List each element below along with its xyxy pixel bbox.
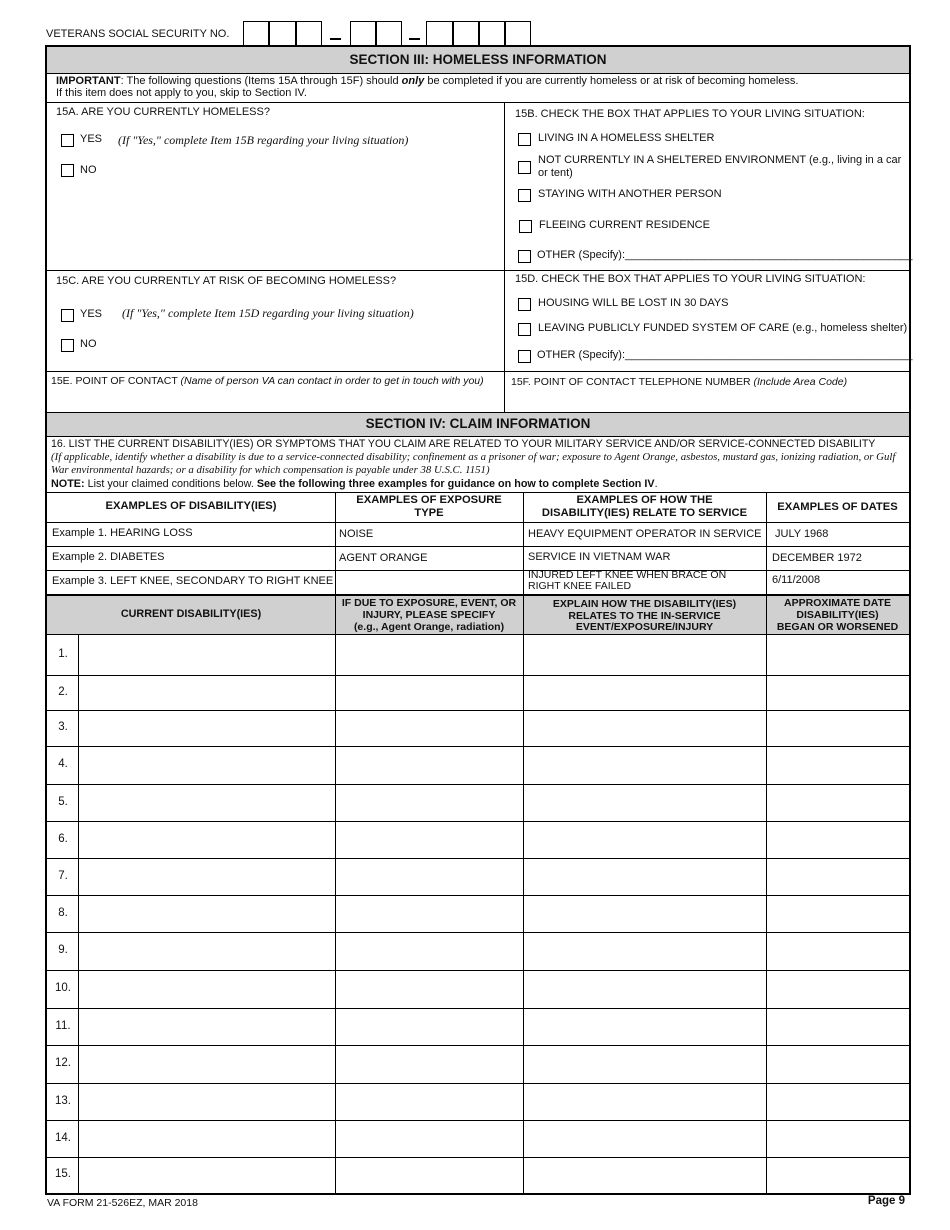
q15c-no-checkbox[interactable] — [61, 339, 74, 352]
ssn-dash — [409, 38, 420, 40]
claim-date-input[interactable] — [767, 1046, 909, 1083]
claim-exposure-input[interactable] — [336, 1046, 523, 1083]
claim-date-input[interactable] — [767, 896, 909, 932]
q15f-label: 15F. POINT OF CONTACT TELEPHONE NUMBER (Include Area Code) — [511, 376, 848, 388]
q15c-label: 15C. ARE YOU CURRENTLY AT RISK OF BECOMING HOMELESS? — [56, 275, 397, 287]
q15f-input[interactable] — [505, 390, 909, 412]
claim-relation-input[interactable] — [524, 1121, 766, 1157]
claim-exposure-input[interactable] — [336, 933, 523, 970]
claim-exposure-input[interactable] — [336, 635, 523, 675]
q15a-no-label: NO — [80, 164, 97, 176]
example-1-relation: HEAVY EQUIPMENT OPERATOR IN SERVICE — [528, 528, 762, 540]
q15b-opt3-checkbox[interactable] — [518, 189, 531, 202]
claim-date-input[interactable] — [767, 1009, 909, 1045]
claim-disability-input[interactable] — [79, 933, 335, 970]
examples-header-disability: EXAMPLES OF DISABILITY(IES) — [105, 500, 277, 512]
claim-exposure-input[interactable] — [336, 822, 523, 858]
claim-row-number: 3. — [58, 721, 68, 733]
claim-relation-input[interactable] — [524, 711, 766, 746]
claim-date-input[interactable] — [767, 747, 909, 784]
claim-disability-input[interactable] — [79, 635, 335, 675]
claim-exposure-input[interactable] — [336, 1121, 523, 1157]
claim-disability-input[interactable] — [79, 785, 335, 821]
claim-disability-input[interactable] — [79, 1121, 335, 1157]
claim-exposure-input[interactable] — [336, 896, 523, 932]
ssn-digit-box[interactable] — [350, 21, 376, 46]
q15a-label: 15A. ARE YOU CURRENTLY HOMELESS? — [56, 106, 270, 118]
claim-date-input[interactable] — [767, 1121, 909, 1157]
q15b-opt3-label: STAYING WITH ANOTHER PERSON — [538, 188, 722, 200]
claim-disability-input[interactable] — [79, 971, 335, 1008]
item16-label: 16. LIST THE CURRENT DISABILITY(IES) OR SYMPTOMS THAT YOU CLAIM ARE RELATED TO YOUR MILITARY SERVICE AND/OR SERVICE-CONNECTED DISABILITY — [51, 438, 876, 450]
q15b-opt4-label: FLEEING CURRENT RESIDENCE — [539, 219, 710, 231]
claim-row-number: 6. — [58, 832, 68, 845]
claim-exposure-input[interactable] — [336, 747, 523, 784]
q15d-opt3-checkbox[interactable] — [518, 350, 531, 363]
important-label: IMPORTANT — [56, 75, 121, 87]
ssn-dash — [330, 38, 341, 40]
important-line-2: If this item does not apply to you, skip to Section IV. — [56, 87, 307, 99]
q15c-yes-note: (If "Yes," complete Item 15D regarding your living situation) — [122, 306, 414, 320]
claim-relation-input[interactable] — [524, 1046, 766, 1083]
page-number: Page 9 — [867, 1195, 905, 1207]
example-3-relation: INJURED LEFT KNEE WHEN BRACE ON RIGHT KNEE FAILED — [528, 569, 727, 592]
claim-row-number: 4. — [58, 758, 68, 770]
claim-relation-input[interactable] — [524, 676, 766, 710]
ssn-digit-box[interactable] — [243, 21, 269, 46]
claim-date-input[interactable] — [767, 933, 909, 970]
claim-disability-input[interactable] — [79, 676, 335, 710]
claim-row-number: 10. — [55, 982, 71, 994]
claim-exposure-input[interactable] — [336, 859, 523, 895]
claim-date-input[interactable] — [767, 635, 909, 675]
example-2-disability: Example 2. DIABETES — [52, 551, 165, 563]
claim-header-date: APPROXIMATE DATE DISABILITY(IES) BEGAN OR WORSENED — [776, 597, 899, 633]
examples-header-dates: EXAMPLES OF DATES — [777, 501, 898, 513]
claim-date-input[interactable] — [767, 971, 909, 1008]
claim-exposure-input[interactable] — [336, 971, 523, 1008]
claim-relation-input[interactable] — [524, 1158, 766, 1193]
q15a-yes-label: YES — [80, 133, 103, 145]
claim-date-input[interactable] — [767, 822, 909, 858]
example-1-date: JULY 1968 — [775, 528, 829, 540]
claim-exposure-input[interactable] — [336, 1084, 523, 1120]
examples-header-exposure: EXAMPLES OF EXPOSURE TYPE — [356, 494, 502, 519]
claim-relation-input[interactable] — [524, 971, 766, 1008]
q15a-yes-note: (If "Yes," complete Item 15B regarding your living situation) — [118, 133, 409, 147]
q15e-label: 15E. POINT OF CONTACT (Name of person VA can contact in order to get in touch with you) — [51, 375, 484, 387]
claim-row-number: 12. — [55, 1057, 71, 1069]
ssn-digit-box[interactable] — [426, 21, 453, 46]
claim-row-number: 2. — [58, 685, 68, 698]
claim-disability-input[interactable] — [79, 747, 335, 784]
ssn-digit-box[interactable] — [269, 21, 296, 46]
claim-relation-input[interactable] — [524, 1084, 766, 1120]
claim-row-number: 14. — [55, 1131, 71, 1144]
important-line-1: IMPORTANT: The following questions (Items 15A through 15F) should only be completed if you are currently homeless or at risk of becoming homeless. — [56, 75, 799, 87]
claim-row-number: 15. — [55, 1168, 71, 1180]
claim-header-relation: EXPLAIN HOW THE DISABILITY(IES) RELATES TO THE IN-SERVICE EVENT/EXPOSURE/INJURY — [552, 598, 737, 633]
q15a-no-checkbox[interactable] — [61, 164, 74, 177]
q15c-yes-checkbox[interactable] — [61, 309, 74, 322]
q15b-opt1-label: LIVING IN A HOMELESS SHELTER — [538, 132, 715, 144]
q15b-opt1-checkbox[interactable] — [518, 133, 531, 146]
claim-relation-input[interactable] — [524, 785, 766, 821]
claim-row-number: 11. — [55, 1019, 71, 1032]
q15b-opt2-label-2: or tent) — [538, 167, 573, 179]
q15c-no-label: NO — [80, 338, 97, 350]
q15b-label: 15B. CHECK THE BOX THAT APPLIES TO YOUR LIVING SITUATION: — [515, 108, 865, 120]
q15d-opt1-checkbox[interactable] — [518, 298, 531, 311]
claim-row-number: 7. — [58, 869, 68, 882]
q15d-label: 15D. CHECK THE BOX THAT APPLIES TO YOUR LIVING SITUATION: — [515, 273, 866, 285]
claim-relation-input[interactable] — [524, 933, 766, 970]
claim-disability-input[interactable] — [79, 1084, 335, 1120]
claim-disability-input[interactable] — [79, 859, 335, 895]
claim-exposure-input[interactable] — [336, 785, 523, 821]
ssn-digit-box[interactable] — [296, 21, 322, 46]
claim-exposure-input[interactable] — [336, 676, 523, 710]
example-3-disability: Example 3. LEFT KNEE, SECONDARY TO RIGHT KNEE — [52, 575, 334, 587]
example-2-date: DECEMBER 1972 — [772, 552, 862, 564]
claim-header-disability: CURRENT DISABILITY(IES) — [120, 608, 262, 620]
claim-exposure-input[interactable] — [336, 1158, 523, 1193]
claim-relation-input[interactable] — [524, 896, 766, 932]
example-3-date: 6/11/2008 — [772, 574, 821, 586]
q15b-opt5-checkbox[interactable] — [518, 250, 531, 263]
claim-relation-input[interactable] — [524, 859, 766, 895]
q15b-opt4-checkbox[interactable] — [519, 220, 532, 233]
ssn-label: VETERANS SOCIAL SECURITY NO. — [46, 28, 230, 40]
claim-date-input[interactable] — [767, 859, 909, 895]
claim-date-input[interactable] — [767, 1158, 909, 1193]
example-2-relation: SERVICE IN VIETNAM WAR — [528, 551, 671, 563]
example-1-disability: Example 1. HEARING LOSS — [52, 527, 193, 539]
item16-note-1: (If applicable, identify whether a disability is due to a service-connected disability; confinement as a prisoner of war; exposure to Agent Orange, asbestos, mustard gas, ionizing radiation, or Gulf — [51, 451, 896, 463]
ssn-digit-box[interactable] — [505, 21, 531, 46]
claim-disability-input[interactable] — [79, 1046, 335, 1083]
item16-note-2: War environmental hazards; or a disability for which compensation is payable under 38 U.S.C. 1151) — [51, 464, 490, 476]
claim-date-input[interactable] — [767, 1084, 909, 1120]
claim-relation-input[interactable] — [524, 635, 766, 675]
ssn-digit-box[interactable] — [479, 21, 505, 46]
ssn-digit-box[interactable] — [376, 21, 402, 46]
q15d-opt3-label[interactable]: OTHER (Specify):_______________________________________________ — [537, 349, 913, 361]
claim-row-number: 13. — [55, 1094, 71, 1107]
claim-date-input[interactable] — [767, 785, 909, 821]
q15b-opt5-label[interactable]: OTHER (Specify):_______________________________________________ — [537, 249, 913, 261]
claim-relation-input[interactable] — [524, 1009, 766, 1045]
claim-row-number: 9. — [58, 944, 68, 956]
claim-disability-input[interactable] — [79, 896, 335, 932]
claim-disability-input[interactable] — [79, 711, 335, 746]
claim-relation-input[interactable] — [524, 747, 766, 784]
q15b-opt2-label-1: NOT CURRENTLY IN A SHELTERED ENVIRONMENT (e.g., living in a car — [538, 154, 902, 166]
q15d-opt2-label: LEAVING PUBLICLY FUNDED SYSTEM OF CARE (e.g., homeless shelter) — [538, 322, 908, 334]
item16-note-instructions: NOTE: List your claimed conditions below. See the following three examples for guidance on how to complete Section IV. — [51, 478, 658, 490]
claim-date-input[interactable] — [767, 676, 909, 710]
q15a-yes-checkbox[interactable] — [61, 134, 74, 147]
example-1-exposure: NOISE — [339, 528, 374, 540]
q15c-yes-label: YES — [80, 308, 103, 320]
section4-title: SECTION IV: CLAIM INFORMATION — [365, 416, 591, 431]
examples-header-relation: EXAMPLES OF HOW THE DISABILITY(IES) RELATE TO SERVICE — [541, 494, 748, 519]
claim-row-number: 5. — [58, 795, 68, 808]
claim-disability-input[interactable] — [79, 1158, 335, 1193]
claim-row-number: 8. — [58, 906, 68, 919]
claim-relation-input[interactable] — [524, 822, 766, 858]
example-2-exposure: AGENT ORANGE — [339, 552, 428, 564]
section3-title: SECTION III: HOMELESS INFORMATION — [349, 52, 607, 67]
q15d-opt2-checkbox[interactable] — [518, 323, 531, 336]
claim-exposure-input[interactable] — [336, 711, 523, 746]
q15d-opt1-label: HOUSING WILL BE LOST IN 30 DAYS — [538, 297, 729, 309]
claim-disability-input[interactable] — [79, 1009, 335, 1045]
form-id: VA FORM 21-526EZ, MAR 2018 — [47, 1197, 198, 1209]
claim-exposure-input[interactable] — [336, 1009, 523, 1045]
q15b-opt2-checkbox[interactable] — [518, 161, 531, 174]
q15e-input[interactable] — [47, 388, 504, 412]
ssn-digit-box[interactable] — [453, 21, 479, 46]
claim-row-number: 1. — [58, 647, 68, 660]
claim-disability-input[interactable] — [79, 822, 335, 858]
claim-header-exposure: IF DUE TO EXPOSURE, EVENT, OR INJURY, PLEASE SPECIFY (e.g., Agent Orange, radiation) — [341, 597, 517, 633]
claim-date-input[interactable] — [767, 711, 909, 746]
